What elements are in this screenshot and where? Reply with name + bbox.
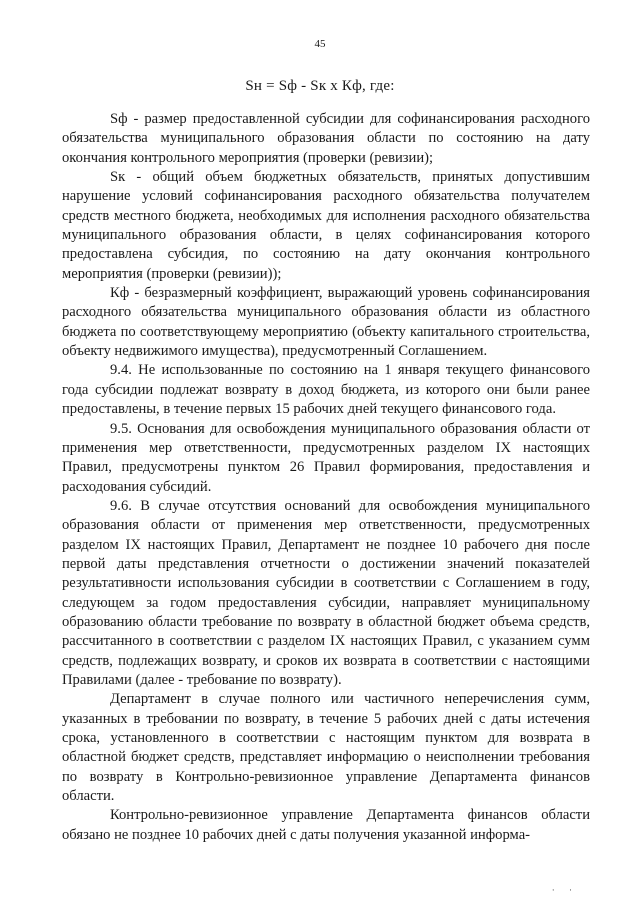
paragraph-9-4: 9.4. Не использованные по состоянию на 1 января текущего финансового года субсидии подлежат возврату в доход бюджета, из которого они были ранее предоставлены, в течение первых 15 рабочих дней текущего финансового года. (62, 362, 590, 418)
paragraph-control-audit: Контрольно-ревизионное управление Департамента финансов области обязано не позднее 10 рабочих дней с даты получения указанной информа- (62, 807, 590, 843)
paragraph-kf-definition: Кф - безразмерный коэффициент, выражающий уровень софинансирования расходного обязательства муниципального образования области из областного бюджета по соответствующему мероприятию (объекту капитального строительства, объекту недвижимого имущества), предусмотренный Соглашением. (62, 285, 590, 360)
page-number: 45 (314, 38, 326, 50)
formula: Sн = Sф - Sк х Кф, где: (245, 78, 395, 94)
document-body (62, 110, 590, 845)
paragraph-9-6: 9.6. В случае отсутствия оснований для освобождения муниципального образования области от применения мер ответственности, предусмотренных разделом IX настоящих Правил, Департамент не позднее 10 рабочего дня после первой даты представления отчетности о достижении значений показателей результативности использования субсидии в соответствии с Соглашением в году, следующем за годом предоставления субсидии, направляет муниципальному образованию области требование по возврату в областной бюджет объема средств, рассчитанного в соответствии с разделом IX настоящих Правил, с указанием сумм средств, подлежащих возврату, и сроков их возврата в соответствии с настоящими Правилами (далее - требование по возврату). (62, 497, 590, 688)
paragraph-department-notice: Департамент в случае полного или частичного неперечисления сумм, указанных в требовании по возврату, в течение 5 рабочих дней с даты истечения срока, установленного в соответствии с настоящим пунктом для возврата в областной бюджет средств, представляет информацию о неисполнении требования по возврату в Контрольно-ревизионное управление Департамента финансов области. (62, 691, 590, 805)
paragraph-sk-definition: Sк - общий объем бюджетных обязательств, принятых допустившим нарушение условий софинансирования расходного обязательства получателем средств местного бюджета, необходимых для исполнения расходного обязательства муниципального образования области, в целях софинансирования которого предоставлена субсидия, по состоянию на дату окончания контрольного мероприятия (проверки (ревизии)); (62, 169, 590, 282)
paragraph-sf-definition: Sф - размер предоставленной субсидии для софинансирования расходного обязательства муниципального образования области по состоянию на дату окончания контрольного мероприятия (проверки (ревизии); (62, 111, 590, 166)
paragraph-9-5: 9.5. Основания для освобождения муниципального образования области от применения мер ответственности, предусмотренных разделом IX настоящих Правил, предусмотрены пунктом 26 Правил формирования, предоставления и расходования субсидий. (62, 420, 590, 495)
scan-corner-marks: · · (551, 885, 578, 895)
